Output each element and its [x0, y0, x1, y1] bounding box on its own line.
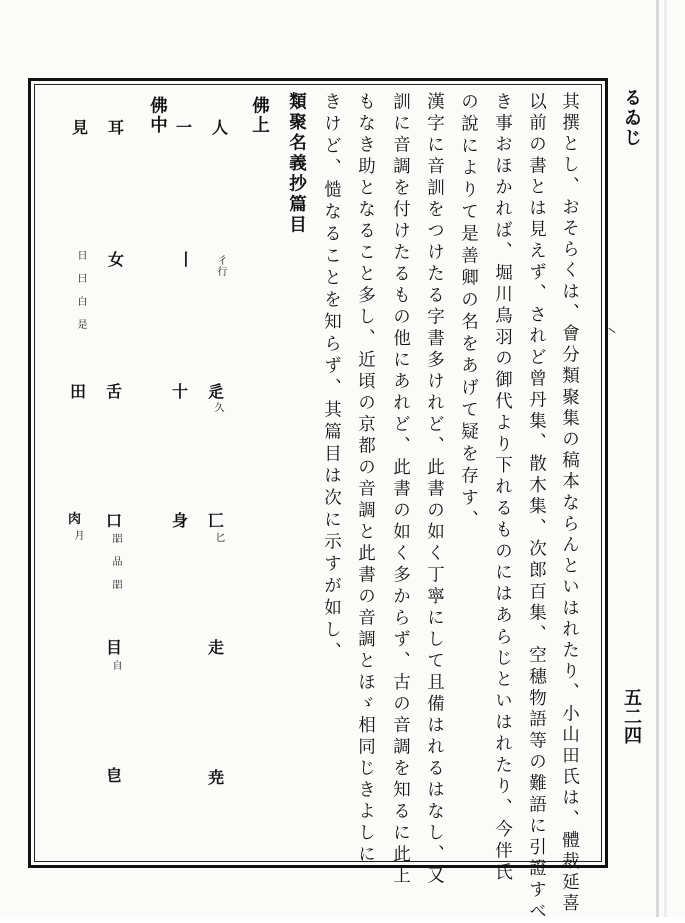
body-line: き事おほかれば、堀川鳥羽の御代より下れるものにはあらじといはれたり、今伴氏	[492, 92, 513, 884]
radical-entry: 十	[172, 382, 189, 401]
radical-subentry: 匕	[213, 532, 224, 543]
scan-edge-line	[664, 0, 667, 917]
radical-entry: 丨	[178, 250, 195, 269]
body-line: 漢字に音訓をつけたる字書多けれど、此書の如く丁寧にして且備はれるはなし、又	[424, 92, 445, 888]
scan-edge-line	[656, 0, 659, 917]
body-line: きけど、慥なることを知らず、其篇目は次に示すが如し、	[321, 92, 342, 664]
radical-subentry: 日 曰 白 是	[75, 250, 86, 330]
body-line: 以前の書とは見えず、されど曾丹集、散木集、次郎百集、空穗物語等の難語に引證すべ	[526, 92, 547, 923]
radical-entry: 匸	[208, 511, 225, 530]
radical-entry: 田	[70, 382, 87, 401]
body-line: の說によりて是善卿の名をあげて疑を存す、	[458, 92, 479, 532]
radical-entry: 尭	[208, 768, 225, 787]
body-line: 其撰とし、おそらくは、會分類聚集の稿本ならんといはれたり、小山田氏は、體裁延喜	[559, 92, 580, 915]
radical-entry: 舌	[106, 382, 123, 401]
radical-entry: 一	[176, 118, 193, 137]
page-number: 五二四	[621, 688, 642, 745]
scan-mark	[608, 328, 615, 333]
radical-entry: 身	[172, 511, 189, 530]
radical-entry: 女	[108, 250, 125, 269]
radical-subentry: 彳行	[215, 255, 226, 277]
radical-entry: 皀	[106, 766, 123, 785]
radical-entry: 目	[106, 638, 123, 657]
radical-entry: 見	[72, 118, 89, 137]
radical-entry: 走	[208, 638, 225, 657]
section-label-butsu-jo: 佛上	[249, 96, 270, 135]
body-line: もなき助となること多し、近頃の京都の音調と此書の音調とほゞ相同じきよしに	[355, 92, 376, 866]
radical-entry: 肉	[68, 512, 82, 527]
radical-entry: 耳	[108, 118, 125, 137]
body-line: 訓に音調を付けたるもの他にあれど、此書の如く多からず、古の音調を知るに此上	[390, 92, 411, 888]
page-border-inner	[34, 84, 602, 862]
radical-entry: 人	[212, 118, 229, 137]
radical-subentry: 久	[212, 402, 223, 413]
radical-entry: 辵	[208, 382, 225, 401]
radical-subentry: 自	[110, 660, 121, 671]
running-header-title: るゐじ	[621, 88, 642, 148]
section-label-butsu-chu: 佛中	[147, 96, 168, 135]
section-heading: 類聚名義抄篇目	[286, 92, 307, 236]
radical-subentry: 㗊 品 㗊	[110, 533, 121, 590]
radical-entry: 口	[106, 511, 123, 530]
radical-subentry: 月	[72, 530, 83, 541]
